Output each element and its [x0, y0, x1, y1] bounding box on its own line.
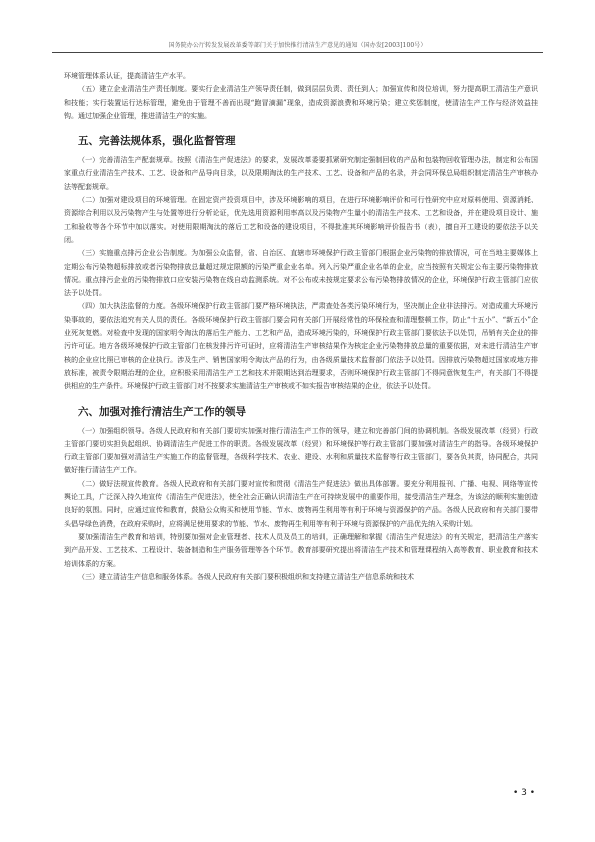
body-paragraph: （四）加大执法监督的力度。各级环境保护行政主管部门要严格环境执法，严肃查处各类污染环境行为，坚决制止企业非法排污。对造成重大环境污染事故的，要依法追究有关人员的责任。各级环境保护行政主管部门要会同有关部门开展经常性的环保检查和清理整顿工作，防止“十五小”、“新五小”企业死灰复燃。对检查中发现的国家明令淘汰的落后生产能力、工艺和产品，造成环境污染的，环境保护行政主管部门要依法予以处罚，吊销有关企业的排污许可证。地方各级环境保护行政主管部门在核发排污许可证时，应将清洁生产审核结果作为核定企业污染物排放总量的重要依据，对未进行清洁生产审核的企业应比照已审核的企业执行。涉及生产、销售国家明令淘汰产品的行为，由各级质量技术监督部门依法予以处罚。因排放污染物超过国家或地方排放标准，被责令限期治理的企业，应积极采用清洁生产工艺和技术并限期达到治理要求，否则环境保护行政主管部门不得同意恢复生产，有关部门不得提供相应的生产条件。环境保护行政主管部门对不按要求实施清洁生产审核或不如实报告审核结果的企业，依法予以处罚。: [64, 302, 538, 391]
page-number: • 3 •: [513, 788, 536, 798]
body-paragraph: （三）建立清洁生产信息和服务体系。各级人民政府有关部门要积极组织和支持建立清洁生产信息系统和技术: [78, 572, 414, 581]
body-paragraph: （一）完善清洁生产配套规章。按照《清洁生产促进法》的要求，发展改革委要抓紧研究制定强制回收的产品和包装物回收管理办法，制定和公布国家重点行业清洁生产技术、工艺、设备和产品导向目录，以及限期淘汰的生产技术、工艺、设备和产品的名录，并会同环保总局组织制定清洁生产审核办法等配套规章。: [64, 156, 538, 191]
body-paragraph: （二）做好法规宣传教育。各级人民政府和有关部门要对宣传和贯彻《清洁生产促进法》做出具体部署。要充分利用报刊、广播、电视、网络等宣传舆论工具，广泛深入持久地宣传《清洁生产促进法》，使全社会正确认识清洁生产在可持续发展中的重要作用，接受清洁生产理念，为该法的顺利实施创造良好的氛围。同时，应通过宣传和教育，鼓励公众购买和使用节能、节水、废物再生利用等有利于环境与资源保护的产品。各级人民政府和有关部门要带头倡导绿色消费，在政府采购时，应将满足使用要求的节能、节水、废物再生利用等有利于环境与资源保护的产品优先纳入采购计划。: [64, 479, 538, 528]
body-paragraph: （三）实施重点排污企业公告制度。为加强公众监督，省、自治区、直辖市环境保护行政主管部门根据企业污染物的排放情况，可在当地主要媒体上定期公布污染物超标排放或者污染物排放总量超过规定限额的污染严重企业名单。列入污染严重企业名单的企业，应当按照有关规定公布主要污染物排放情况。重点排污企业的污染物排放口应安装污染物在线自动监测系统。对不公布或未按规定要求公布污染物排放情况的企业，环境保护行政主管部门应依法予以处罚。: [64, 249, 538, 298]
body-paragraph: （一）加强组织领导。各级人民政府和有关部门要切实加强对推行清洁生产工作的领导，建立和完善部门间的协调机制。各级发展改革（经贸）行政主管部门要切实担负起组织、协调清洁生产促进工作的职责。各级发展改革（经贸）和环境保护等行政主管部门要加强对清洁生产的指导。各级环境保护行政主管部门要加强对清洁生产实施工作的监督管理，各级科学技术、农业、建设、水利和质量技术监督等行政主管部门，要各负其责，协同配合，共同做好推行清洁生产工作。: [64, 426, 538, 475]
header-divider: [52, 52, 543, 53]
body-paragraph: （二）加强对建设项目的环境管理。在固定资产投资项目中，涉及环境影响的项目，在进行环境影响评价和可行性研究中应对原料使用、资源消耗、资源综合利用以及污染物产生与处置等进行分析论证，优先选用资源利用率高以及污染物产生量小的清洁生产技术、工艺和设备，并在建设项目设计、施工和验收等各个环节中加以落实。对使用限期淘汰的落后工艺和设备的建设项目，不得批准其环境影响评价报告书（表），擅自开工建设的要依法予以关闭。: [64, 196, 538, 244]
body-paragraph: 要加强清洁生产教育和培训，特别要加强对企业管理者、技术人员及员工的培训，正确理解和掌握《清洁生产促进法》的有关规定，把清洁生产落实到产品开发、工艺技术、工程设计、装备制造和生产服务管理等各个环节。教育部要研究提出将清洁生产技术和管理课程纳入高等教育、职业教育和技术培训体系的方案。: [64, 532, 538, 568]
body-paragraph: 环境管理体系认证，提高清洁生产水平。: [64, 72, 190, 80]
section-heading: 五、完善法规体系，强化监督管理: [78, 135, 236, 148]
document-body: [64, 70, 538, 584]
running-header: 国务院办公厅转发发展改革委等部门关于加快推行清洁生产意见的通知（国办发[2003]100号）: [168, 42, 427, 49]
body-paragraph: （五）建立企业清洁生产责任制度。要实行企业清洁生产领导责任制，做到层层负责、责任到人；加强宣传和岗位培训，努力提高职工清洁生产意识和技能；实行装置运行达标管理，避免由于管理不善而出现“跑冒滴漏”现象，造成资源浪费和环境污染；建立奖惩制度，使清洁生产工作与经济效益挂钩。通过加强企业管理，推进清洁生产的实施。: [64, 85, 538, 120]
section-heading: 六、加强对推行清洁生产工作的领导: [78, 405, 246, 418]
